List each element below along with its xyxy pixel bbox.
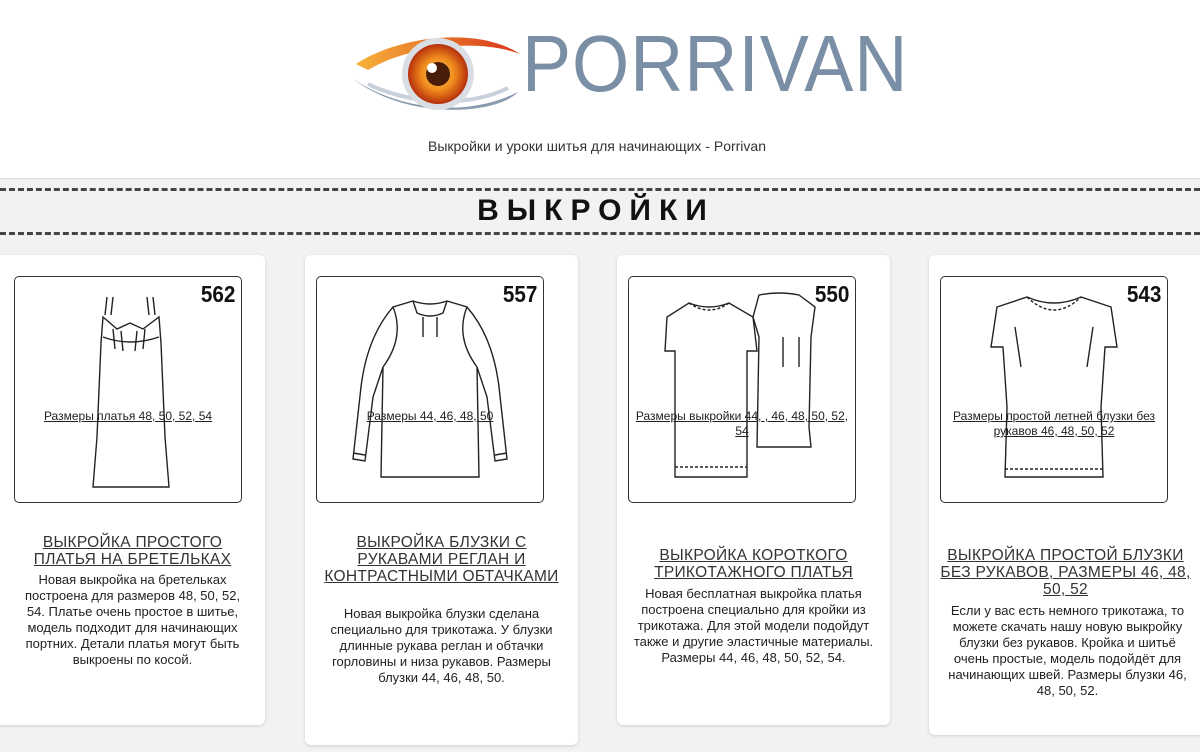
card-description: Новая выкройка на бретельках построена для размеров 48, 50, 52, 54. Платье очень простое в шитье, модель подходит для начинающих портних. Детали платья могут быть выкроены по косой.: [24, 572, 241, 667]
pattern-card[interactable]: [617, 255, 890, 725]
card-description: Если у вас есть немного трикотажа, то можете скачать нашу новую выкройку блузки без рукавов. Кройка и шитьё очень простые, модель подойдёт для начинающих швей. Размеры блузки 46, 48, 50, 52.: [948, 603, 1187, 698]
card-description: Новая бесплатная выкройка платья построена специально для кройки из трикотажа. Для этой модели подойдут также и другие эластичные материалы. Размеры 44, 46, 48, 50, 52, 54.: [633, 586, 874, 665]
pattern-number: 557: [502, 281, 537, 307]
image-caption-link[interactable]: Размеры 44, 46, 48, 50: [366, 409, 494, 423]
section-title: ВЫКРОЙКИ: [477, 194, 715, 227]
pattern-card[interactable]: [929, 255, 1200, 735]
site-tagline: Выкройки и уроки шитья для начинающих - Porrivan: [427, 138, 766, 154]
sleeveless-blouse-sketch-icon: [941, 277, 1167, 502]
pattern-number: 550: [814, 281, 849, 307]
card-title-link[interactable]: ВЫКРОЙКА ПРОСТОЙ БЛУЗКИ БЕЗ РУКАВОВ, РАЗМЕРЫ 46, 48, 50, 52: [940, 547, 1191, 598]
pattern-number: 562: [200, 281, 235, 307]
pattern-card[interactable]: [0, 255, 265, 725]
pattern-number: 543: [1126, 281, 1161, 307]
site-header: [0, 0, 1200, 179]
dress-sketch-icon: [15, 277, 241, 502]
divider-top: [0, 188, 1200, 191]
image-caption-link[interactable]: Размеры простой летней блузки без рукавов 46, 48, 50, 52: [952, 409, 1155, 438]
pattern-thumbnail[interactable]: [940, 276, 1168, 503]
pattern-card[interactable]: [305, 255, 578, 745]
pattern-thumbnail[interactable]: [14, 276, 242, 503]
card-title-link[interactable]: ВЫКРОЙКА ПРОСТОГО ПЛАТЬЯ НА БРЕТЕЛЬКАХ: [33, 534, 232, 568]
knit-dress-sketch-icon: [629, 277, 855, 502]
image-caption-link[interactable]: Размеры платья 48, 50, 52, 54: [43, 409, 213, 423]
card-description: Новая выкройка блузки сделана специально для трикотажа. У блузки длинные рукава реглан и обтачки горловины и низа рукавов. Размеры блузки 44, 46, 48, 50.: [330, 606, 553, 685]
logo-wordmark[interactable]: PORRIVAN: [522, 19, 909, 108]
pattern-thumbnail[interactable]: [316, 276, 544, 503]
divider-bottom: [0, 232, 1200, 235]
card-title-link[interactable]: ВЫКРОЙКА БЛУЗКИ С РУКАВАМИ РЕГЛАН И КОНТРАСТНЫМИ ОБТАЧКАМИ: [324, 534, 559, 585]
image-caption-link[interactable]: Размеры выкройки 44, , 46, 48, 50, 52, 54: [635, 409, 849, 438]
card-title-link[interactable]: ВЫКРОЙКА КОРОТКОГО ТРИКОТАЖНОГО ПЛАТЬЯ: [654, 547, 853, 581]
pattern-thumbnail[interactable]: [628, 276, 856, 503]
raglan-blouse-sketch-icon: [317, 277, 543, 502]
